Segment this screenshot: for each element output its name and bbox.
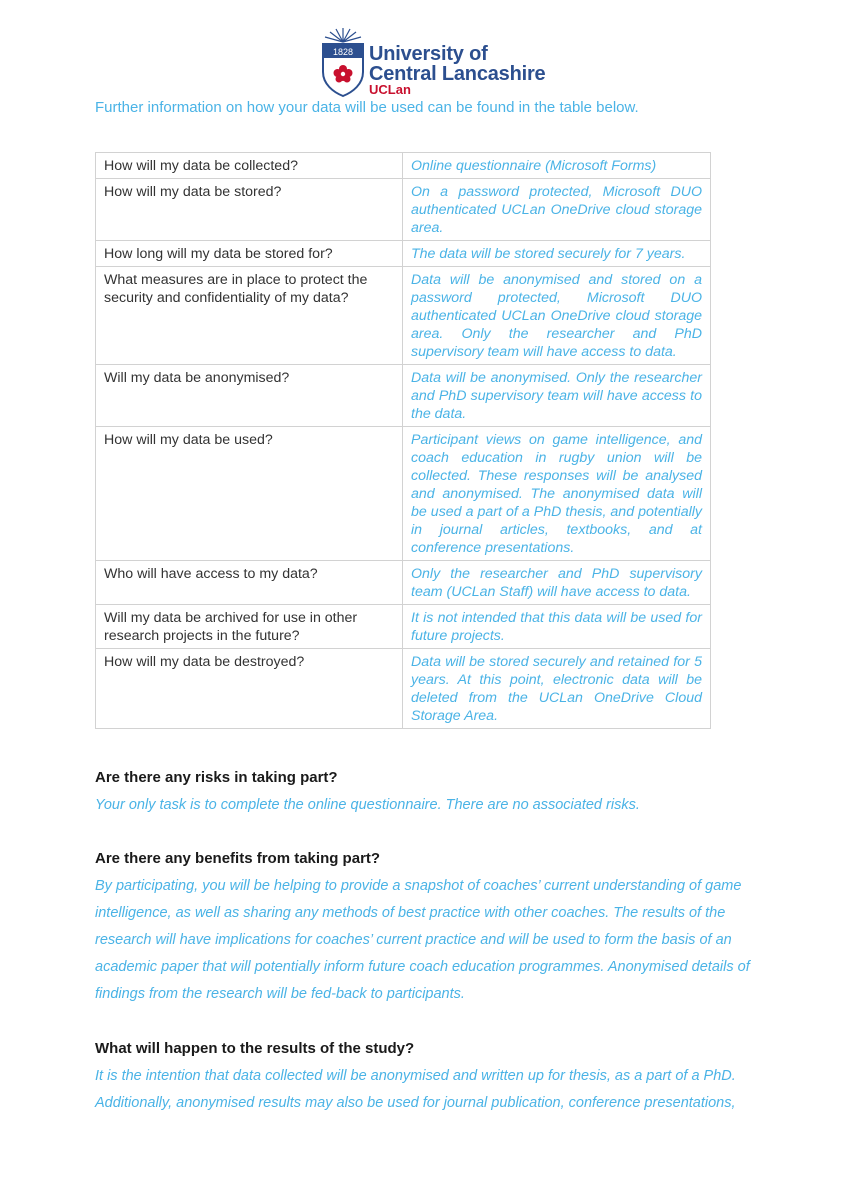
- answer-cell: The data will be stored securely for 7 years.: [403, 241, 711, 267]
- logo-short-name: UCLan: [369, 82, 411, 97]
- answer-cell: Only the researcher and PhD supervisory team (UCLan Staff) will have access to data.: [403, 561, 711, 605]
- question-cell: How will my data be used?: [96, 427, 403, 561]
- results-body: It is the intention that data collected will be anonymised and written up for thesis, as a part of a PhD. Additionally, anonymised results may also be used for journal publication, conference presentations,: [95, 1068, 736, 1111]
- answer-cell: It is not intended that this data will be used for future projects.: [403, 605, 711, 649]
- answer-cell: Data will be stored securely and retained for 5 years. At this point, electronic data will be deleted from the UCLan OneDrive Cloud Storage Area.: [403, 649, 711, 729]
- question-cell: Will my data be archived for use in other research projects in the future?: [96, 605, 403, 649]
- table-row: [96, 153, 711, 179]
- risks-body: Your only task is to complete the online questionnaire. There are no associated risks.: [95, 797, 640, 813]
- logo-line-1: University of: [369, 43, 488, 65]
- logo-line-2: Central Lancashire: [369, 63, 546, 85]
- table-row: [96, 649, 711, 729]
- university-logo: [320, 26, 560, 98]
- question-cell: What measures are in place to protect the security and confidentiality of my data?: [96, 267, 403, 365]
- answer-cell: Online questionnaire (Microsoft Forms): [403, 153, 711, 179]
- results-section: [95, 1039, 775, 1117]
- answer-cell: Data will be anonymised and stored on a password protected, Microsoft DUO authenticated UCLan OneDrive cloud storage area. Only the researcher and PhD supervisory team will have access to data.: [403, 267, 711, 365]
- benefits-section: [95, 849, 775, 1008]
- benefits-body: By participating, you will be helping to provide a snapshot of coaches’ current understanding of game intelligence, as well as sharing any methods of best practice with other coaches. The results of the research will have implications for coaches’ current practice and will be used to form the basis of an academic paper that will potentially inform future coach education programmes. Anonymised details of findings from the research will be fed-back to participants.: [95, 878, 750, 1002]
- question-cell: Will my data be anonymised?: [96, 365, 403, 427]
- question-cell: Who will have access to my data?: [96, 561, 403, 605]
- answer-cell: On a password protected, Microsoft DUO authenticated UCLan OneDrive cloud storage area.: [403, 179, 711, 241]
- table-row: [96, 605, 711, 649]
- answer-cell: Data will be anonymised. Only the researcher and PhD supervisory team will have access to the data.: [403, 365, 711, 427]
- intro-text: Further information on how your data will be used can be found in the table below.: [95, 99, 639, 116]
- crest-year: 1828: [332, 47, 354, 57]
- table-row: [96, 241, 711, 267]
- risks-section: [95, 768, 775, 819]
- question-cell: How will my data be destroyed?: [96, 649, 403, 729]
- table-row: [96, 561, 711, 605]
- table-row: [96, 427, 711, 561]
- question-cell: How will my data be collected?: [96, 153, 403, 179]
- question-cell: How will my data be stored?: [96, 179, 403, 241]
- results-heading: What will happen to the results of the study?: [95, 1040, 415, 1057]
- table-row: [96, 365, 711, 427]
- data-usage-table: [95, 152, 711, 729]
- crest-icon: [320, 26, 366, 98]
- table-row: [96, 267, 711, 365]
- table-row: [96, 179, 711, 241]
- benefits-heading: Are there any benefits from taking part?: [95, 850, 381, 867]
- question-cell: How long will my data be stored for?: [96, 241, 403, 267]
- answer-cell: Participant views on game intelligence, and coach education in rugby union will be collected. These responses will be analysed and anonymised. The anonymised data will be used a part of a PhD thesis, and potentially in journal articles, textbooks, and at conference presentations.: [403, 427, 711, 561]
- risks-heading: Are there any risks in taking part?: [95, 769, 338, 786]
